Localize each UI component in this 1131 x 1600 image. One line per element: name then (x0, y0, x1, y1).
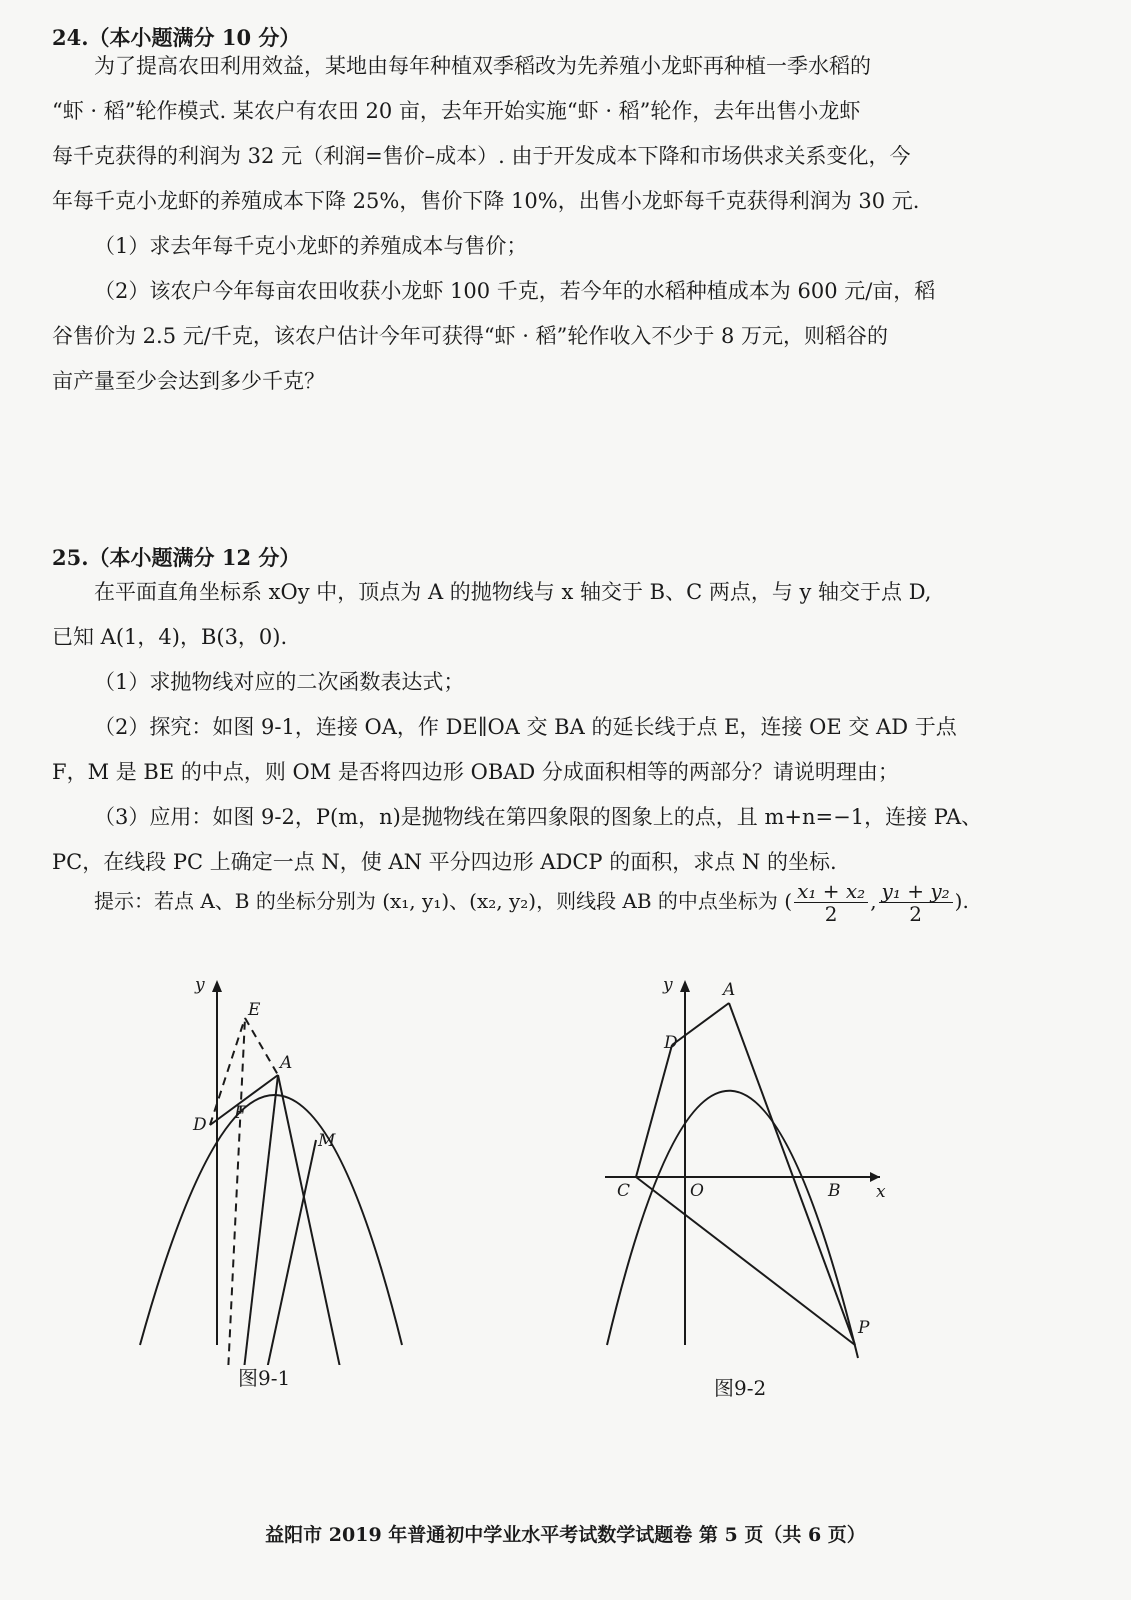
figure-9-2 (590, 965, 910, 1365)
fig1-segment-OA (217, 1075, 278, 1365)
q25-body (52, 570, 1082, 885)
fig1-label-M: M (318, 1131, 336, 1151)
q25-line-2: 已知 A(1，4)，B(3，0). (52, 625, 288, 649)
hint-prefix: 提示：若点 A、B 的坐标分别为 (x₁, y₁)、(x₂, y₂)，则线段 AB 的中点坐标为 ( (94, 889, 793, 913)
fig1-label-D: D (193, 1115, 207, 1135)
fig2-segment-AP (729, 1003, 855, 1345)
q24-line-8: 亩产量至少会达到多少千克？ (52, 369, 325, 393)
hint-frac2-num: y₁ + y₂ (879, 880, 953, 903)
fig1-label-F: F (234, 1103, 246, 1123)
q24-line-4: 年每千克小龙虾的养殖成本下降 25%，售价下降 10%，出售小龙虾每千克获得利润为 30 元. (52, 189, 920, 213)
hint-frac1-num: x₁ + x₂ (794, 880, 868, 903)
q24-line-7: 谷售价为 2.5 元/千克，该农户估计今年可获得“虾 · 稻”轮作收入不少于 8 万元，则稻谷的 (52, 324, 889, 348)
figure-9-1 (110, 965, 450, 1365)
q24-title: 24.（本小题满分 10 分） (52, 25, 301, 50)
fig1-label-E: E (248, 1000, 261, 1020)
hint-frac2-den: 2 (909, 902, 922, 926)
q25-line-7: PC，在线段 PC 上确定一点 N，使 AN 平分四边形 ADCP 的面积，求点 N 的坐标. (52, 850, 837, 874)
fig2-label-B: B (828, 1181, 841, 1201)
q24-body (52, 44, 1082, 404)
q24-part-2: （2）该农户今年每亩农田收获小龙虾 100 千克，若今年的水稻种植成本为 600 元/亩，稻 (94, 279, 936, 303)
hint-frac1-den: 2 (824, 902, 838, 926)
fig1-caption: 图9-1 (238, 1366, 291, 1390)
fig2-label-A: A (723, 980, 736, 1000)
fig2-y-arrow-icon (680, 980, 690, 992)
fig2-label-x: x (876, 1182, 886, 1202)
hint-fraction-y (879, 880, 953, 925)
fig2-x-arrow-icon (870, 1172, 880, 1182)
q25-part-3: （3）应用：如图 9-2，P(m，n)是抛物线在第四象限的图象上的点，且 m+n=−1，连接 PA、 (94, 805, 983, 829)
hint-suffix: ). (954, 889, 969, 913)
fig2-label-y: y (663, 975, 673, 995)
page-footer: 益阳市 2019 年普通初中学业水平考试数学试题卷 第 5 页（共 6 页） (265, 1524, 866, 1546)
q25-title: 25.（本小题满分 12 分） (52, 545, 301, 570)
fig1-segment-OE (217, 1018, 245, 1365)
q25-hint (94, 880, 969, 925)
q24-part-1: （1）求去年每千克小龙虾的养殖成本与售价； (94, 234, 528, 258)
fig2-label-C: C (617, 1181, 631, 1201)
fig1-label-y: y (195, 975, 205, 995)
hint-comma: , (870, 889, 877, 913)
q25-part-2: （2）探究：如图 9-1，连接 OA，作 DE∥OA 交 BA 的延长线于点 E，连接 OE 交 AD 于点 (94, 715, 957, 739)
fig1-segment-EA (245, 1018, 278, 1075)
fig2-segment-DA (672, 1003, 729, 1045)
q25-line-1: 在平面直角坐标系 xOy 中，顶点为 A 的抛物线与 x 轴交于 B、C 两点，与 y 轴交于点 D, (94, 580, 932, 604)
q24-line-3: 每千克获得的利润为 32 元（利润=售价–成本）. 由于开发成本下降和市场供求关系变化，今 (52, 144, 911, 168)
q25-line-5: F，M 是 BE 的中点，则 OM 是否将四边形 OBAD 分成面积相等的两部分？请说明理由； (52, 760, 899, 784)
fig1-y-arrow-icon (212, 980, 222, 992)
fig1-label-A: A (280, 1053, 293, 1073)
fig2-segment-CP (636, 1177, 855, 1345)
fig2-caption: 图9-2 (714, 1376, 767, 1400)
fig2-label-D: D (664, 1033, 678, 1053)
hint-fraction-x (794, 880, 868, 925)
q24-line-1: 为了提高农田利用效益，某地由每年种植双季稻改为先养殖小龙虾再种植一季水稻的 (94, 54, 871, 78)
q25-part-1: （1）求抛物线对应的二次函数表达式； (94, 670, 465, 694)
fig2-label-O: O (690, 1181, 704, 1201)
fig1-segment-AB (278, 1075, 390, 1365)
fig2-label-P: P (858, 1318, 870, 1338)
q24-line-2: “虾 · 稻”轮作模式. 某农户有农田 20 亩，去年开始实施“虾 · 稻”轮作，去年出售小龙虾 (52, 99, 861, 123)
